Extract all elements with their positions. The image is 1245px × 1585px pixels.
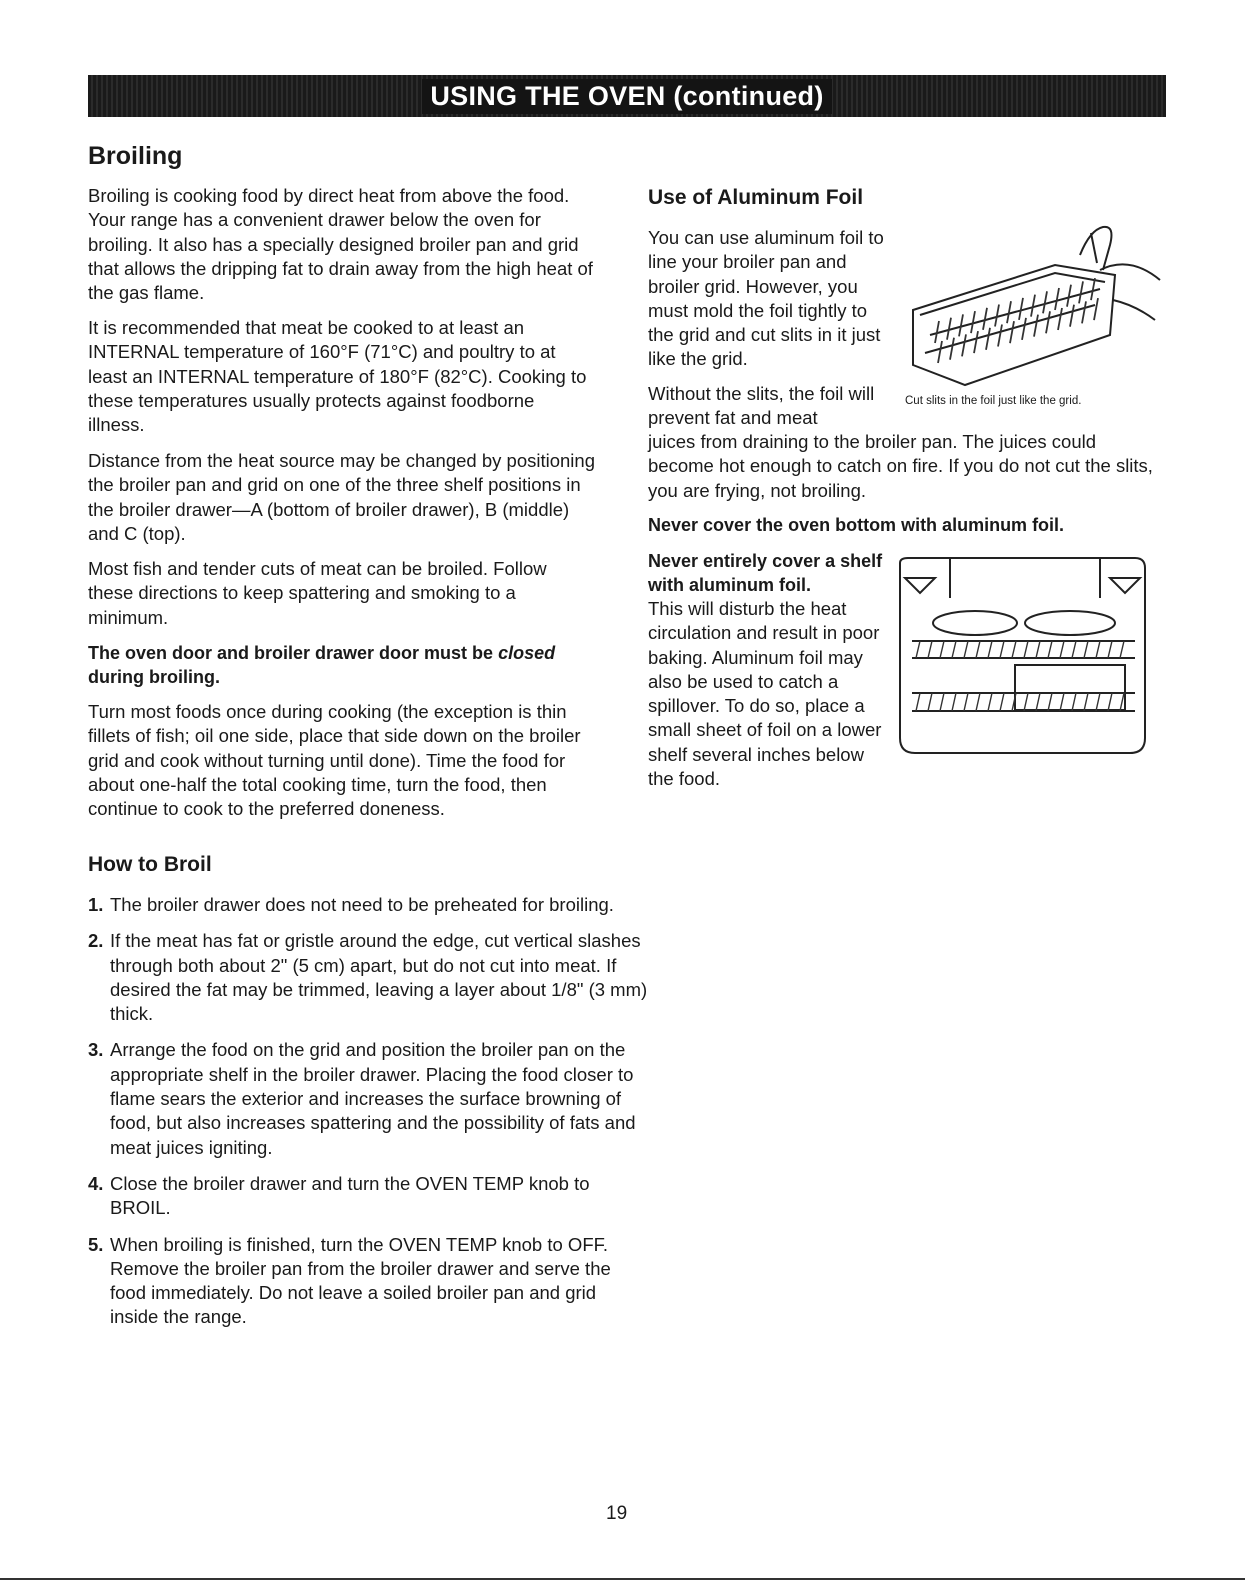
pan-slit	[950, 338, 954, 360]
step-text: Close the broiler drawer and turn the OVEN TEMP knob to BROIL.	[110, 1172, 590, 1219]
how-to-broil-heading: How to Broil	[88, 853, 212, 876]
rack-wire	[1108, 641, 1112, 658]
fish-paragraph: Most fish and tender cuts of meat can be broiled. Follow these directions to keep spattering and smoking to a minimum.	[88, 558, 547, 628]
rack-wire	[1120, 641, 1124, 658]
step-number: 4.	[88, 1172, 104, 1194]
pan-slit	[1043, 291, 1047, 313]
rack-wire	[1096, 693, 1100, 711]
rack-wire	[940, 641, 944, 658]
step-number: 3.	[88, 1039, 104, 1061]
pan-slit	[1031, 295, 1035, 317]
oven-bottom-warning: Never cover the oven bottom with aluminum foil.	[648, 515, 1065, 535]
rack-wire	[928, 641, 932, 658]
pan-slit	[1019, 298, 1023, 320]
foil-illustration-caption: Cut slits in the foil just like the grid.	[905, 395, 1082, 407]
list-item	[88, 893, 648, 917]
door-warning-emphasis: closed	[498, 643, 556, 663]
bottom-rule	[0, 1578, 1245, 1580]
step-text: If the meat has fat or gristle around the edge, cut vertical slashes through both about 2" (5 cm) apart, but do not cut into meat. If desired the fat may be trimmed, leaving a layer about 1/8" (3 mm) thick.	[110, 930, 648, 1025]
rack-wire	[964, 641, 968, 658]
step-number: 1.	[88, 894, 104, 915]
rack-wire	[1120, 693, 1124, 711]
list-item	[88, 1233, 648, 1330]
rack-wire	[1000, 693, 1004, 711]
step-number: 5.	[88, 1233, 104, 1255]
foil-intro: You can use aluminum foil to line your broiler pan and broiler grid. However, you must mold the foil tightly to the grid and cut slits in it just like the grid.	[648, 227, 884, 370]
list-item	[88, 929, 648, 1026]
distance-paragraph: Distance from the heat source may be changed by positioning the broiler pan and grid on one of the three shelf positions in the broiler drawer—A (bottom of broiler drawer), B (middle) and C (top).	[88, 450, 595, 544]
list-item	[88, 1038, 648, 1159]
rack-wire	[1096, 641, 1100, 658]
pan-slit	[998, 325, 1002, 347]
pan-slit	[1079, 281, 1083, 303]
door-warning	[88, 641, 558, 690]
pan-slit	[986, 328, 990, 350]
door-warning-part2: during broiling.	[88, 667, 220, 688]
rack-wire	[976, 641, 980, 658]
pan-slit	[1070, 305, 1074, 327]
rack-wire	[1036, 641, 1040, 658]
rack-wire	[1012, 641, 1016, 658]
broiler-pan-illustration	[905, 225, 1165, 390]
pan-slit	[1022, 318, 1026, 340]
rack-wire	[976, 693, 980, 711]
rack-wire	[1060, 641, 1064, 658]
pan-slit	[974, 331, 978, 353]
pan-slit	[962, 334, 966, 356]
pan-slit	[1007, 301, 1011, 323]
step-text: Arrange the food on the grid and position the broiler pan on the appropriate shelf in the broiler drawer. Placing the food closer to flame sears the exterior and increases the surface browning of food, but also increases spattering and the possibility of fats and meat juices igniting.	[110, 1039, 636, 1158]
rack-wire	[916, 641, 920, 658]
pan-slit	[1034, 315, 1038, 337]
turning-paragraph: Turn most foods once during cooking (the exception is thin fillets of fish; oil one side, place that side down on the broiler grid and cook without turning until done). Time the food for about one-half the total cooking time, turn the food, then continue to cook to the preferred doneness.	[88, 701, 581, 820]
rack-wire	[1084, 641, 1088, 658]
broil-steps	[88, 893, 648, 1342]
pan-slit	[1082, 301, 1086, 323]
foil-slits-continued: juices from draining to the broiler pan. The juices could become hot enough to catch on fire. If you do not cut the slits, you are frying, not broiling.	[648, 431, 1153, 501]
rack-wire	[928, 693, 932, 711]
page-number: 19	[606, 1503, 628, 1524]
section-banner	[88, 75, 1166, 117]
step-text: When broiling is finished, turn the OVEN TEMP knob to OFF. Remove the broiler pan from the broiler drawer and serve the food immediately. Do not leave a soiled broiler pan and grid inside the range.	[110, 1233, 611, 1328]
section-title: USING THE OVEN (continued)	[422, 79, 831, 114]
rack-wire	[1108, 693, 1112, 711]
step-text: The broiler drawer does not need to be preheated for broiling.	[110, 894, 614, 915]
rack-wire	[1048, 641, 1052, 658]
rack-wire	[1060, 693, 1064, 711]
foil-slits-start: Without the slits, the foil will prevent fat and meat	[648, 383, 875, 429]
rack-wire	[1048, 693, 1052, 711]
rack-wire	[1072, 693, 1076, 711]
rack-wire	[940, 693, 944, 711]
pan-slit	[938, 341, 942, 363]
pan-slit	[1094, 298, 1098, 320]
rack-wire	[952, 693, 956, 711]
rack-wire	[1036, 693, 1040, 711]
pan-slit	[1010, 321, 1014, 343]
pan-slit	[1058, 308, 1062, 330]
rack-wire	[988, 693, 992, 711]
rack-wire	[1072, 641, 1076, 658]
rack-wire	[1000, 641, 1004, 658]
broiling-intro: Broiling is cooking food by direct heat from above the food. Your range has a convenient drawer below the oven for broiling. It also has a specially designed broiler pan and grid that allows the dripping fat to drain away from the high heat of the gas flame.	[88, 185, 593, 304]
rack-wire	[1024, 641, 1028, 658]
rack-wire	[1084, 693, 1088, 711]
shelf-foil-paragraph: This will disturb the heat circulation and result in poor baking. Aluminum foil may also be used to catch a spillover. To do so, place a small sheet of foil on a lower shelf several inches below the food.	[648, 598, 882, 790]
step-number: 2.	[88, 930, 104, 952]
pan-slit	[1067, 285, 1071, 307]
rack-wire	[952, 641, 956, 658]
list-item	[88, 1172, 648, 1221]
rack-wire	[988, 641, 992, 658]
pan-slit	[1091, 278, 1095, 300]
door-warning-part1: The oven door and broiler drawer door must be	[88, 643, 499, 663]
rack-wire	[964, 693, 968, 711]
oven-shelf-illustration	[890, 553, 1155, 763]
rack-wire	[916, 693, 920, 711]
pan-slit	[1055, 288, 1059, 310]
rack-wire	[1024, 693, 1028, 711]
aluminum-foil-heading: Use of Aluminum Foil	[648, 186, 864, 209]
broiling-heading: Broiling	[88, 142, 183, 170]
temperature-paragraph: It is recommended that meat be cooked to at least an INTERNAL temperature of 160°F (71°C) and poultry to at least an INTERNAL temperature of 180°F (82°C). Cooking to these temperatures usually protects against foodborne illness.	[88, 317, 587, 436]
shelf-warning: Never entirely cover a shelf with aluminum foil.	[648, 551, 883, 596]
pan-slit	[1046, 311, 1050, 333]
